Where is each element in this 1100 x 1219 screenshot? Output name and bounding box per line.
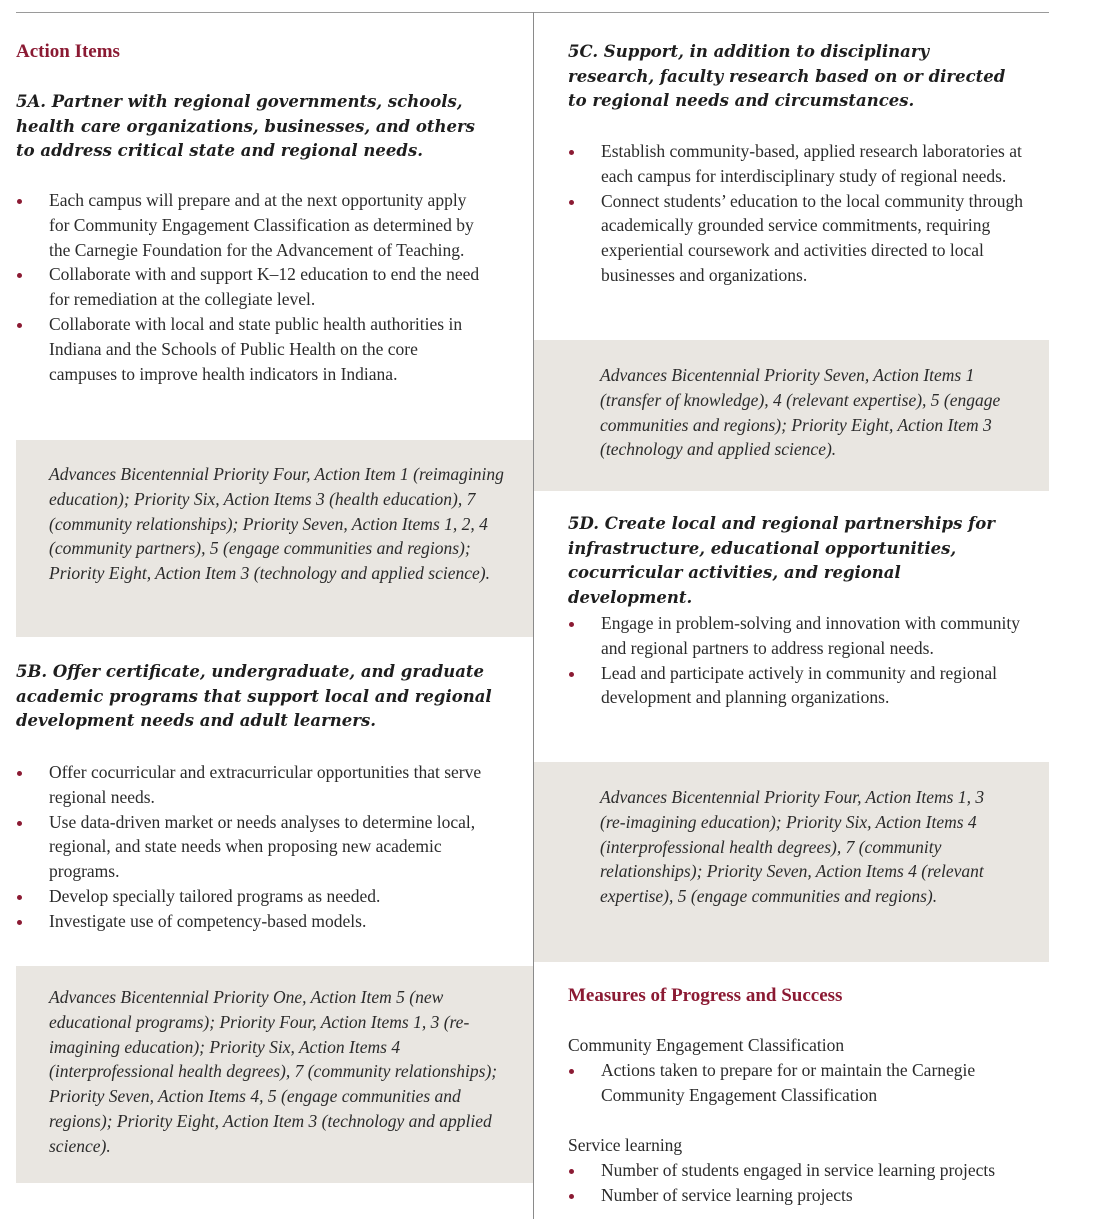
measure-group-label: Service learning	[568, 1135, 683, 1155]
measure-group-community-engagement	[568, 1033, 1043, 1107]
item-title-5b: 5B. Offer certificate, undergraduate, and graduate academic programs that support local and regional development needs and adult learners.	[16, 662, 492, 731]
bullet-icon	[569, 150, 574, 155]
measure-bullet-list	[568, 1058, 1043, 1108]
bullet-list-5d	[568, 611, 1038, 710]
list-item: Number of students engaged in service learning projects	[568, 1158, 1043, 1183]
item-title-5d: 5D. Create local and regional partnerships for infrastructure, educational opportunities, cocurricular activities, and regional development.	[568, 514, 995, 608]
bullet-icon	[17, 323, 22, 328]
list-item: Investigate use of competency-based models.	[16, 909, 486, 934]
bullet-icon	[569, 200, 574, 205]
priority-note-text: Advances Bicentennial Priority Seven, Action Items 1 (transfer of knowledge), 4 (relevant expertise), 5 (engage communities and regions); Priority Eight, Action Item 3 (technology and applied science).	[600, 365, 1001, 460]
item-title-5c: 5C. Support, in addition to disciplinary research, faculty research based on or directed to regional needs and circumstances.	[568, 42, 1006, 111]
priority-note-text: Advances Bicentennial Priority Four, Action Item 1 (reimagining education); Priority Six, Action Items 3 (health education), 7 (community relationships); Priority Seven, Action Items 1, 2, 4 (community partners), 5 (engage communities and regions); Priority Eight, Action Item 3 (technology and applied science).	[49, 464, 504, 584]
priority-note-5d	[534, 762, 1049, 962]
measure-group-label: Community Engagement Classification	[568, 1035, 845, 1055]
bullet-icon	[569, 1169, 574, 1174]
bullet-icon	[17, 273, 22, 278]
bullet-icon	[569, 672, 574, 677]
bullet-icon	[17, 895, 22, 900]
bullet-icon	[17, 771, 22, 776]
section-heading-measures: Measures of Progress and Success	[568, 985, 843, 1006]
list-item: Connect students’ education to the local community through academically grounded service commitments, requiring experiential coursework and activities directed to local businesses and organizations.	[568, 189, 1038, 288]
priority-note-text: Advances Bicentennial Priority Four, Action Items 1, 3 (re-imagining education); Priority Six, Action Items 4 (interprofessional health degrees), 7 (community relationships); Priority Seven, Action Items 4 (relevant expertise), 5 (engage communities and regions).	[600, 787, 985, 907]
section-heading-action-items: Action Items	[16, 41, 120, 62]
bullet-icon	[17, 920, 22, 925]
bullet-list-5c	[568, 139, 1038, 288]
list-item: Engage in problem-solving and innovation with community and regional partners to address regional needs.	[568, 611, 1038, 661]
list-item: Use data-driven market or needs analyses to determine local, regional, and state needs when proposing new academic programs.	[16, 810, 486, 884]
bullet-icon	[17, 821, 22, 826]
bullet-icon	[17, 199, 22, 204]
measure-bullet-list	[568, 1158, 1043, 1208]
list-item: Each campus will prepare and at the next opportunity apply for Community Engagement Classification as determined by the Carnegie Foundation for the Advancement of Teaching.	[16, 188, 486, 262]
list-item: Collaborate with local and state public health authorities in Indiana and the Schools of Public Health on the core campuses to improve health indicators in Indiana.	[16, 312, 486, 386]
list-item: Offer cocurricular and extracurricular opportunities that serve regional needs.	[16, 760, 486, 810]
list-item: Number of service learning projects	[568, 1183, 1043, 1208]
item-title-5a: 5A. Partner with regional governments, schools, health care organizations, businesses, and others to address critical state and regional needs.	[16, 92, 475, 161]
priority-note-5c	[534, 340, 1049, 491]
measure-group-service-learning	[568, 1133, 1043, 1207]
bullet-list-5a	[16, 188, 486, 386]
column-divider	[533, 12, 534, 1219]
bullet-list-5b	[16, 760, 486, 934]
bullet-icon	[569, 622, 574, 627]
priority-note-5b	[16, 966, 533, 1183]
priority-note-text: Advances Bicentennial Priority One, Action Item 5 (new educational programs); Priority Four, Action Items 1, 3 (re-imagining education); Priority Six, Action Items 4 (interprofessional health degrees), 7 (community relationships); Priority Seven, Action Items 4, 5 (engage communities and regions); Priority Eight, Action Item 3 (technology and applied science).	[49, 987, 498, 1156]
list-item: Actions taken to prepare for or maintain the Carnegie Community Engagement Classification	[568, 1058, 1043, 1108]
list-item: Collaborate with and support K–12 education to end the need for remediation at the collegiate level.	[16, 262, 486, 312]
list-item: Lead and participate actively in community and regional development and planning organizations.	[568, 661, 1038, 711]
bullet-icon	[569, 1194, 574, 1199]
priority-note-5a	[16, 440, 533, 637]
list-item: Establish community-based, applied research laboratories at each campus for interdisciplinary study of regional needs.	[568, 139, 1038, 189]
list-item: Develop specially tailored programs as needed.	[16, 884, 486, 909]
bullet-icon	[569, 1069, 574, 1074]
